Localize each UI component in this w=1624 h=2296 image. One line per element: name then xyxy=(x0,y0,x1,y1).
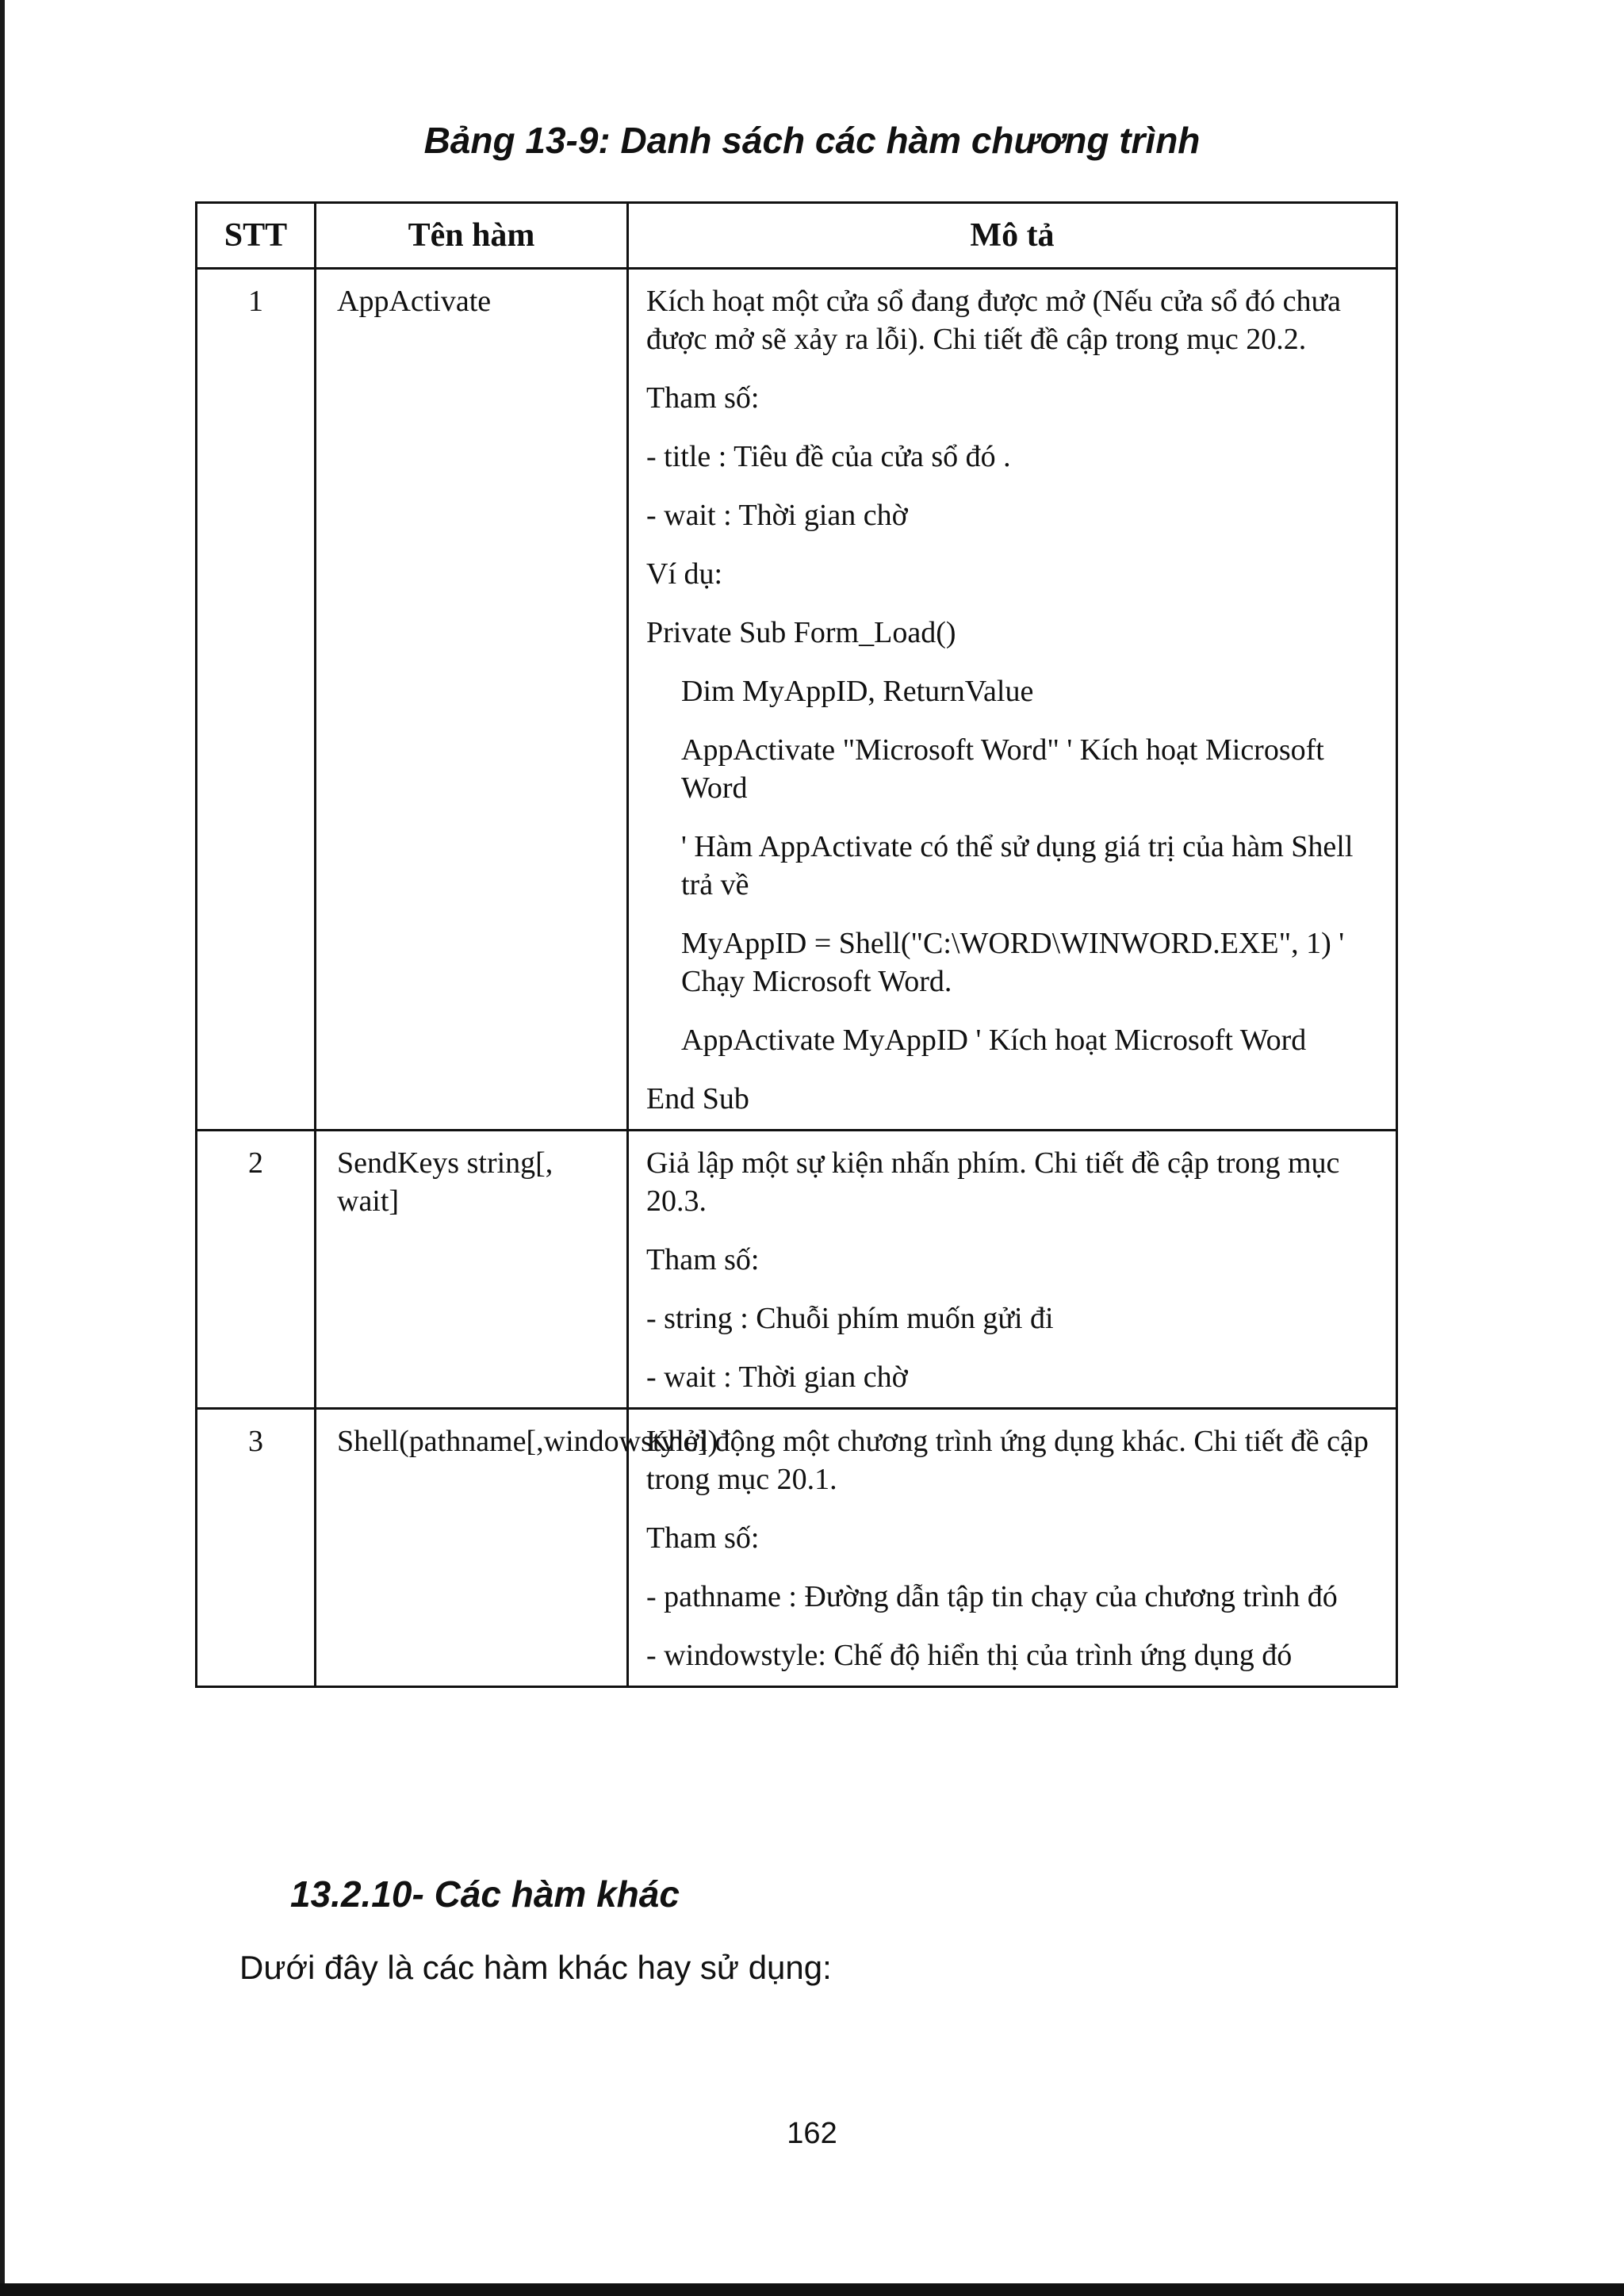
description-line: Giả lập một sự kiện nhấn phím. Chi tiết đề cập trong mục 20.3. xyxy=(646,1146,1340,1218)
table-row xyxy=(197,269,1397,1131)
description-line: Kích hoạt một cửa sổ đang được mở (Nếu cửa sổ đó chưa được mở sẽ xảy ra lỗi). Chi tiết đề cập trong mục 20.2. xyxy=(646,285,1342,356)
function-table-grid xyxy=(195,201,1398,1688)
code-line: AppActivate "Microsoft Word" ' Kích hoạt Microsoft Word xyxy=(681,733,1324,805)
table-header-row xyxy=(197,203,1397,269)
code-line: Private Sub Form_Load() xyxy=(646,616,956,649)
scan-bottom-edge xyxy=(0,2283,1624,2296)
description-line: - windowstyle: Chế độ hiển thị của trình ứng dụng đó xyxy=(646,1639,1293,1672)
row-stt: 2 xyxy=(197,1131,316,1409)
description-line: Tham số: xyxy=(646,1243,760,1276)
section-heading: 13.2.10- Các hàm khác xyxy=(290,1873,680,1915)
description-line: Khởi động một chương trình ứng dụng khác. Chi tiết đề cập trong mục 20.1. xyxy=(646,1425,1369,1496)
description-line: - wait : Thời gian chờ xyxy=(646,1360,908,1394)
row-description xyxy=(628,1409,1397,1687)
code-line: AppActivate MyAppID ' Kích hoạt Microsoft Word xyxy=(681,1024,1307,1057)
description-line: - string : Chuỗi phím muốn gửi đi xyxy=(646,1302,1054,1335)
description-line: Ví dụ: xyxy=(646,557,723,591)
header-description: Mô tả xyxy=(628,203,1397,269)
row-function-name: Shell(pathname[,windowstyle]) xyxy=(316,1409,628,1687)
code-line: End Sub xyxy=(646,1082,749,1115)
description-line: Tham số: xyxy=(646,1521,760,1555)
table-caption: Bảng 13-9: Danh sách các hàm chương trình xyxy=(423,120,1201,161)
description-line: - pathname : Đường dẫn tập tin chạy của chương trình đó xyxy=(646,1580,1338,1613)
description-line: - title : Tiêu đề của cửa sổ đó . xyxy=(646,440,1011,473)
header-stt: STT xyxy=(197,203,316,269)
table-row xyxy=(197,1131,1397,1409)
code-comment-line: ' Hàm AppActivate có thể sử dụng giá trị của hàm Shell trả về xyxy=(681,830,1354,901)
code-line: Dim MyAppID, ReturnValue xyxy=(681,675,1034,708)
description-line: - wait : Thời gian chờ xyxy=(646,499,908,532)
row-function-name: AppActivate xyxy=(316,269,628,1131)
description-line: Tham số: xyxy=(646,381,760,415)
row-function-name: SendKeys string[, wait] xyxy=(316,1131,628,1409)
function-table xyxy=(195,201,1396,1688)
header-function-name: Tên hàm xyxy=(316,203,628,269)
row-stt: 3 xyxy=(197,1409,316,1687)
row-stt: 1 xyxy=(197,269,316,1131)
code-line: MyAppID = Shell("C:\WORD\WINWORD.EXE", 1) ' Chạy Microsoft Word. xyxy=(681,927,1345,998)
row-description xyxy=(628,269,1397,1131)
scan-left-edge xyxy=(0,0,5,2296)
page-number: 162 xyxy=(787,2117,837,2150)
table-row xyxy=(197,1409,1397,1687)
row-description xyxy=(628,1131,1397,1409)
body-paragraph: Dưới đây là các hàm khác hay sử dụng: xyxy=(239,1949,832,1986)
